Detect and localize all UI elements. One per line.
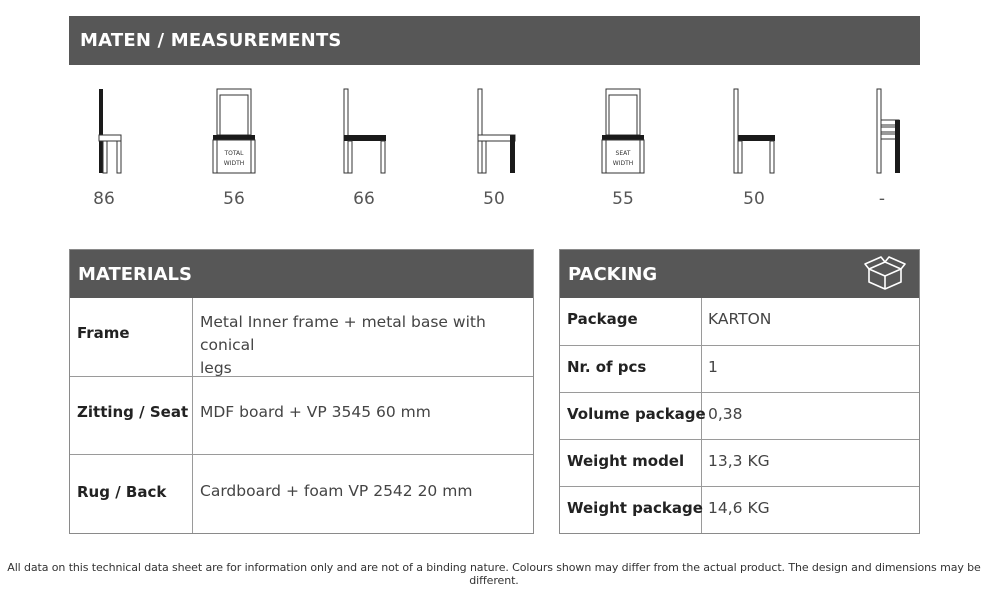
measurement-seat-width bbox=[583, 85, 663, 210]
measurement-icons-row bbox=[0, 85, 988, 215]
table-row bbox=[70, 454, 533, 534]
icon-label-width: WIDTH bbox=[223, 160, 245, 167]
table-row bbox=[560, 392, 919, 440]
package-box-icon bbox=[863, 256, 907, 292]
row-label: Rug / Back bbox=[77, 483, 167, 501]
measurement-value: 50 bbox=[743, 189, 765, 209]
row-value: Cardboard + foam VP 2542 20 mm bbox=[200, 482, 473, 500]
chair-total-width-icon bbox=[209, 85, 259, 175]
materials-header bbox=[70, 250, 533, 298]
chair-depth-icon bbox=[339, 85, 389, 175]
row-value: 0,38 bbox=[708, 405, 743, 423]
row-label: Weight package bbox=[567, 499, 703, 517]
row-value-line: Metal Inner frame + metal base with conical bbox=[200, 313, 486, 354]
row-label: Volume package bbox=[567, 405, 706, 423]
table-row bbox=[560, 345, 919, 393]
measurement-seat-height bbox=[454, 85, 534, 210]
table-row bbox=[70, 298, 533, 376]
table-row bbox=[560, 298, 919, 345]
packing-table bbox=[559, 249, 920, 534]
measurement-value: 50 bbox=[483, 189, 505, 209]
row-label: Frame bbox=[77, 324, 130, 342]
chair-seat-height-icon bbox=[469, 85, 519, 175]
row-label: Zitting / Seat bbox=[77, 403, 189, 421]
measurement-value: 55 bbox=[612, 189, 634, 209]
measurement-value: 66 bbox=[353, 189, 375, 209]
chair-armrest-icon bbox=[857, 85, 907, 175]
table-row bbox=[560, 486, 919, 534]
measurement-value: 56 bbox=[223, 189, 245, 209]
measurements-title: MATEN / MEASUREMENTS bbox=[80, 30, 342, 51]
measurement-armrest bbox=[842, 85, 922, 210]
row-label: Nr. of pcs bbox=[567, 358, 647, 376]
measurement-height bbox=[64, 85, 144, 210]
row-value bbox=[200, 311, 525, 380]
measurement-seat-depth bbox=[714, 85, 794, 210]
chair-seat-width-icon bbox=[598, 85, 648, 175]
materials-table bbox=[69, 249, 534, 534]
row-label: Package bbox=[567, 310, 638, 328]
icon-label-width: WIDTH bbox=[612, 160, 634, 167]
table-row bbox=[560, 439, 919, 487]
row-value-line: legs bbox=[200, 359, 232, 377]
materials-title: MATERIALS bbox=[78, 264, 192, 285]
measurement-total-width bbox=[194, 85, 274, 210]
row-label: Weight model bbox=[567, 452, 685, 470]
measurements-header bbox=[69, 16, 920, 65]
icon-label-seat: SEAT bbox=[615, 150, 631, 157]
chair-seat-depth-icon bbox=[729, 85, 779, 175]
measurement-value: - bbox=[878, 189, 886, 209]
row-value: 14,6 KG bbox=[708, 499, 770, 517]
row-value: KARTON bbox=[708, 310, 772, 328]
disclaimer-text: All data on this technical data sheet are for information only and are not of a binding nature. Colours shown may differ from the actual product. The design and dimensions may be different. bbox=[7, 561, 981, 587]
packing-header bbox=[560, 250, 919, 298]
row-value: 1 bbox=[708, 358, 718, 376]
chair-height-icon bbox=[79, 85, 129, 175]
icon-label-total: TOTAL bbox=[224, 150, 244, 157]
table-row bbox=[70, 376, 533, 455]
row-value: MDF board + VP 3545 60 mm bbox=[200, 403, 431, 421]
measurement-value: 86 bbox=[93, 189, 115, 209]
row-value: 13,3 KG bbox=[708, 452, 770, 470]
packing-title: PACKING bbox=[568, 264, 658, 285]
measurement-depth bbox=[324, 85, 404, 210]
